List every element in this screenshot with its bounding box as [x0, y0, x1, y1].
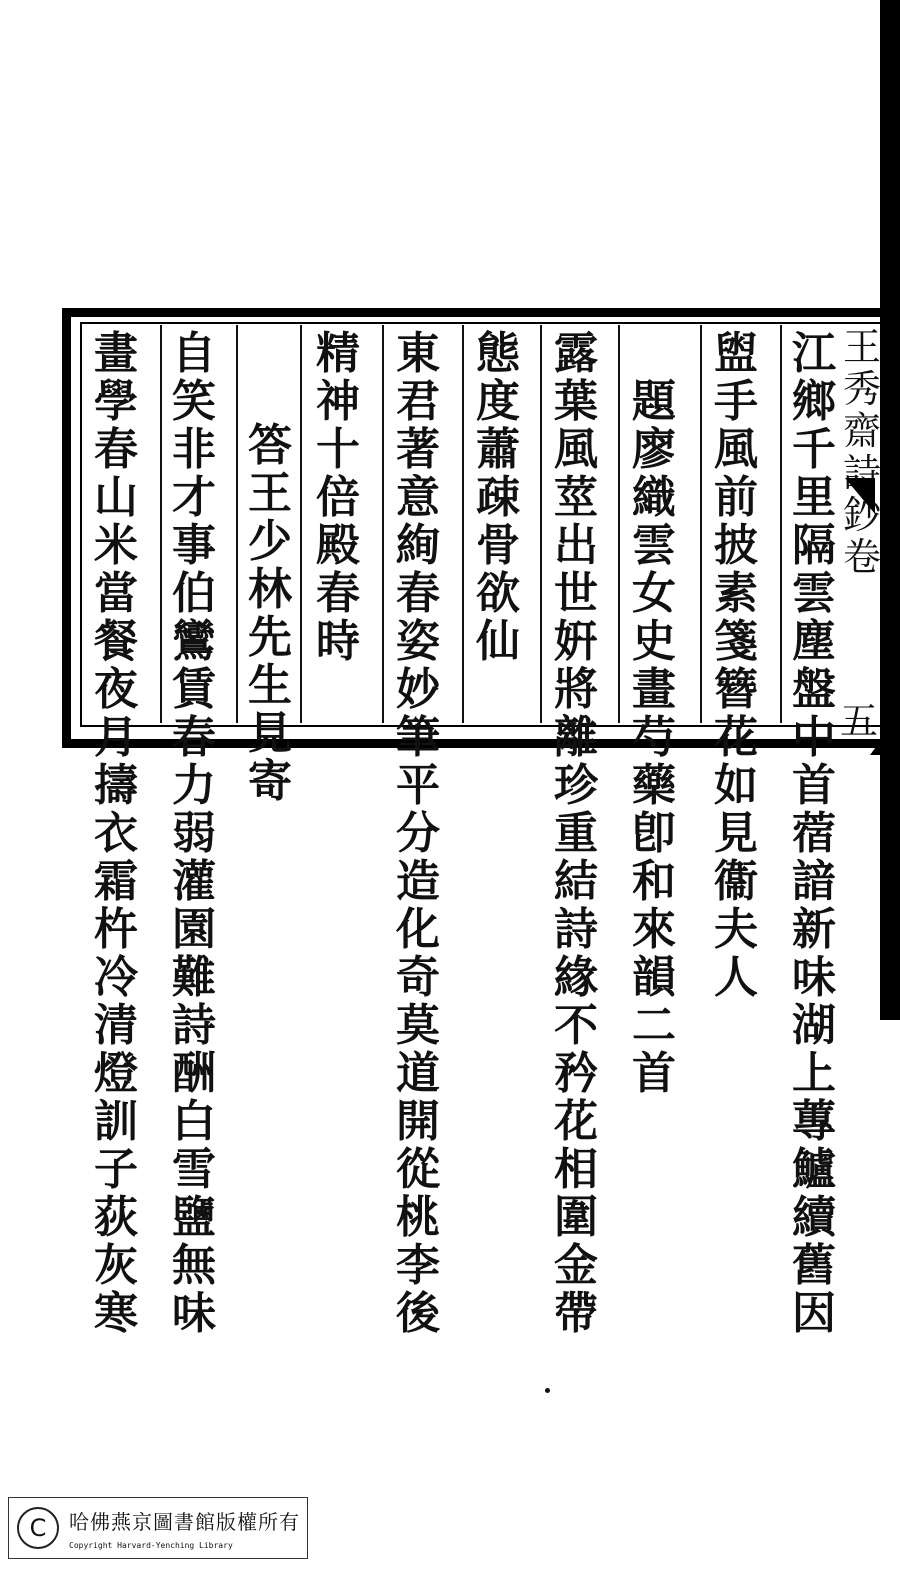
glyph: 李 — [396, 1240, 440, 1291]
ink-speck — [545, 1388, 550, 1393]
glyph: 酬 — [172, 1048, 216, 1099]
column-rule — [700, 325, 702, 723]
glyph: 桃 — [396, 1192, 440, 1243]
glyph: 非 — [172, 424, 216, 475]
glyph: 鹽 — [172, 1192, 216, 1243]
glyph: 奇 — [396, 952, 440, 1003]
glyph: 生 — [248, 660, 292, 711]
glyph: 冷 — [94, 952, 138, 1003]
glyph: 鄉 — [792, 376, 836, 427]
glyph: 花 — [714, 712, 758, 763]
glyph: 先 — [248, 612, 292, 663]
margin-glyph: 王 — [842, 325, 881, 369]
glyph: 態 — [476, 328, 520, 379]
glyph: 味 — [792, 952, 836, 1003]
glyph: 盤 — [792, 664, 836, 715]
glyph: 殿 — [316, 520, 360, 571]
glyph: 杵 — [94, 904, 138, 955]
glyph: 廖 — [632, 424, 676, 475]
glyph: 金 — [554, 1240, 598, 1291]
glyph: 披 — [714, 520, 758, 571]
glyph: 春 — [94, 424, 138, 475]
glyph: 首 — [792, 760, 836, 811]
text-column-3-heading — [630, 378, 678, 1098]
glyph: 雲 — [792, 568, 836, 619]
glyph: 荻 — [94, 1192, 138, 1243]
column-rule — [300, 325, 302, 723]
glyph: 後 — [396, 1288, 440, 1339]
glyph: 東 — [396, 328, 440, 379]
glyph: 夫 — [714, 904, 758, 955]
glyph: 開 — [396, 1096, 440, 1147]
column-rule — [160, 325, 162, 723]
glyph: 姿 — [396, 616, 440, 667]
glyph: 前 — [714, 472, 758, 523]
text-column-1 — [790, 330, 838, 1338]
text-column-9 — [170, 330, 218, 1338]
glyph: 手 — [714, 376, 758, 427]
glyph: 二 — [632, 1000, 676, 1051]
column-rule — [540, 325, 542, 723]
fish-tail-mark-top — [845, 478, 875, 514]
glyph: 疎 — [476, 472, 520, 523]
glyph: 重 — [554, 808, 598, 859]
glyph: 灰 — [94, 1240, 138, 1291]
glyph: 湖 — [792, 1000, 836, 1051]
page-number: 五 — [840, 699, 879, 743]
glyph: 山 — [94, 472, 138, 523]
glyph: 來 — [632, 904, 676, 955]
copyright-en: Copyright Harvard-Yenching Library — [69, 1541, 233, 1550]
glyph: 造 — [396, 856, 440, 907]
glyph: 擣 — [94, 760, 138, 811]
margin-glyph: 卷 — [842, 535, 881, 579]
glyph: 上 — [792, 1048, 836, 1099]
glyph: 相 — [554, 1144, 598, 1195]
glyph: 珍 — [554, 760, 598, 811]
margin-glyph: 詩 — [842, 451, 881, 495]
glyph: 緣 — [554, 952, 598, 1003]
text-column-10 — [92, 330, 140, 1338]
glyph: 寒 — [94, 1288, 138, 1339]
glyph: 衞 — [714, 856, 758, 907]
glyph: 莫 — [396, 1000, 440, 1051]
glyph: 簪 — [714, 664, 758, 715]
glyph: 鱸 — [792, 1144, 836, 1195]
glyph: 首 — [632, 1048, 676, 1099]
glyph: 無 — [172, 1240, 216, 1291]
glyph: 畫 — [94, 328, 138, 379]
glyph: 春 — [396, 568, 440, 619]
glyph: 當 — [94, 568, 138, 619]
glyph: 學 — [94, 376, 138, 427]
glyph: 十 — [316, 424, 360, 475]
glyph: 清 — [94, 1000, 138, 1051]
glyph: 才 — [172, 472, 216, 523]
glyph: 帶 — [554, 1288, 598, 1339]
glyph: 題 — [632, 376, 676, 427]
glyph: 離 — [554, 712, 598, 763]
glyph: 度 — [476, 376, 520, 427]
glyph: 詩 — [172, 1000, 216, 1051]
glyph: 畫 — [632, 664, 676, 715]
glyph: 君 — [396, 376, 440, 427]
glyph: 道 — [396, 1048, 440, 1099]
glyph: 女 — [632, 568, 676, 619]
column-rule — [462, 325, 464, 723]
glyph: 妙 — [396, 664, 440, 715]
glyph: 詩 — [554, 904, 598, 955]
column-rule — [382, 325, 384, 723]
glyph: 骨 — [476, 520, 520, 571]
glyph: 圍 — [554, 1192, 598, 1243]
glyph: 蓴 — [792, 1096, 836, 1147]
glyph: 將 — [554, 664, 598, 715]
glyph: 餐 — [94, 616, 138, 667]
glyph: 王 — [248, 468, 292, 519]
column-rule — [618, 325, 620, 723]
text-column-6 — [394, 330, 442, 1338]
glyph: 見 — [248, 708, 292, 759]
glyph: 不 — [554, 1000, 598, 1051]
glyph: 諳 — [792, 856, 836, 907]
glyph: 中 — [792, 712, 836, 763]
glyph: 化 — [396, 904, 440, 955]
glyph: 神 — [316, 376, 360, 427]
glyph: 子 — [94, 1144, 138, 1195]
glyph: 園 — [172, 904, 216, 955]
glyph: 風 — [554, 424, 598, 475]
copyright-cn: 哈佛燕京圖書館版權所有 — [69, 1510, 300, 1534]
glyph: 如 — [714, 760, 758, 811]
glyph: 塵 — [792, 616, 836, 667]
glyph: 葉 — [554, 376, 598, 427]
glyph: 和 — [632, 856, 676, 907]
margin-glyph: 齋 — [842, 409, 881, 453]
glyph: 莖 — [554, 472, 598, 523]
glyph: 白 — [172, 1096, 216, 1147]
text-column-5 — [474, 330, 522, 666]
glyph: 舊 — [792, 1240, 836, 1291]
text-column-2 — [712, 330, 760, 1002]
glyph: 筆 — [396, 712, 440, 763]
glyph: 因 — [792, 1288, 836, 1339]
glyph: 自 — [172, 328, 216, 379]
margin-title — [842, 326, 882, 578]
glyph: 春 — [172, 712, 216, 763]
glyph: 夜 — [94, 664, 138, 715]
glyph: 隔 — [792, 520, 836, 571]
glyph: 意 — [396, 472, 440, 523]
glyph: 蕭 — [476, 424, 520, 475]
copyright-footer — [8, 1497, 308, 1559]
glyph: 精 — [316, 328, 360, 379]
glyph: 蓿 — [792, 808, 836, 859]
column-rule — [236, 325, 238, 723]
glyph: 花 — [554, 1096, 598, 1147]
glyph: 鸞 — [172, 616, 216, 667]
glyph: 露 — [554, 328, 598, 379]
glyph: 風 — [714, 424, 758, 475]
glyph: 弱 — [172, 808, 216, 859]
glyph: 續 — [792, 1192, 836, 1243]
glyph: 織 — [632, 472, 676, 523]
glyph: 藥 — [632, 760, 676, 811]
glyph: 答 — [248, 420, 292, 471]
glyph: 出 — [554, 520, 598, 571]
glyph: 笑 — [172, 376, 216, 427]
margin-glyph: 秀 — [842, 367, 881, 411]
glyph: 時 — [316, 616, 360, 667]
glyph: 素 — [714, 568, 758, 619]
glyph: 燈 — [94, 1048, 138, 1099]
glyph: 從 — [396, 1144, 440, 1195]
glyph: 千 — [792, 424, 836, 475]
fish-tail-mark-bottom — [870, 725, 892, 755]
glyph: 平 — [396, 760, 440, 811]
glyph: 伯 — [172, 568, 216, 619]
glyph: 芍 — [632, 712, 676, 763]
glyph: 霜 — [94, 856, 138, 907]
glyph: 絢 — [396, 520, 440, 571]
glyph: 林 — [248, 564, 292, 615]
glyph: 雲 — [632, 520, 676, 571]
glyph: 韻 — [632, 952, 676, 1003]
glyph: 新 — [792, 904, 836, 955]
glyph: 事 — [172, 520, 216, 571]
glyph: 雪 — [172, 1144, 216, 1195]
glyph: 盥 — [714, 328, 758, 379]
glyph: 味 — [172, 1288, 216, 1339]
glyph: 見 — [714, 808, 758, 859]
glyph: 結 — [554, 856, 598, 907]
text-column-8-heading — [246, 422, 294, 806]
glyph: 姸 — [554, 616, 598, 667]
glyph: 米 — [94, 520, 138, 571]
glyph: 月 — [94, 712, 138, 763]
glyph: 寄 — [248, 756, 292, 807]
glyph: 史 — [632, 616, 676, 667]
glyph: 矜 — [554, 1048, 598, 1099]
text-column-7 — [314, 330, 362, 666]
glyph: 里 — [792, 472, 836, 523]
glyph: 著 — [396, 424, 440, 475]
glyph: 春 — [316, 568, 360, 619]
glyph: 箋 — [714, 616, 758, 667]
glyph: 卽 — [632, 808, 676, 859]
glyph: 人 — [714, 952, 758, 1003]
glyph: 力 — [172, 760, 216, 811]
text-column-4 — [552, 330, 600, 1338]
margin-glyph: 鈔 — [842, 493, 881, 537]
glyph: 仙 — [476, 616, 520, 667]
glyph: 欲 — [476, 568, 520, 619]
copyright-icon: C — [17, 1507, 59, 1549]
glyph: 分 — [396, 808, 440, 859]
glyph: 灌 — [172, 856, 216, 907]
glyph: 倍 — [316, 472, 360, 523]
glyph: 少 — [248, 516, 292, 567]
glyph: 訓 — [94, 1096, 138, 1147]
glyph: 衣 — [94, 808, 138, 859]
glyph: 江 — [792, 328, 836, 379]
glyph: 賃 — [172, 664, 216, 715]
glyph: 難 — [172, 952, 216, 1003]
column-rule — [780, 325, 782, 723]
glyph: 世 — [554, 568, 598, 619]
